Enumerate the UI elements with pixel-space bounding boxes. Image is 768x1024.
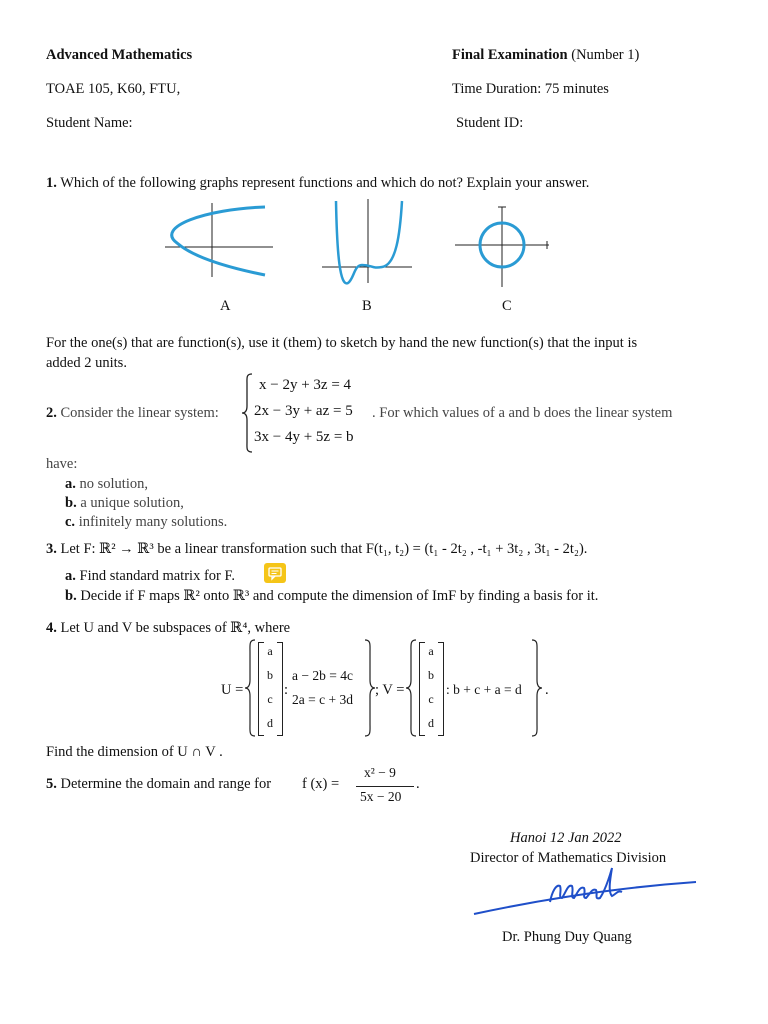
graph-c-label: C <box>502 298 512 314</box>
graph-c <box>453 205 553 290</box>
u-vector-c: c <box>267 692 273 706</box>
question-4-find: Find the dimension of U ∩ V . <box>46 744 223 760</box>
graph-a <box>165 195 275 280</box>
option-b-text: a unique solution, <box>80 495 184 511</box>
question-2-option-c <box>65 514 227 531</box>
question-1 <box>46 175 589 192</box>
question-3-number: 3. <box>46 541 57 557</box>
v-vector-a: a <box>428 644 434 658</box>
question-3-part-b <box>65 588 598 605</box>
u-v-end-period: . <box>545 682 549 698</box>
v-vector-d: d <box>428 716 434 730</box>
course-code: TOAE 105, K60, FTU, <box>46 81 181 97</box>
v-label: ; V = <box>375 682 405 698</box>
v-vector-b: b <box>428 668 434 682</box>
question-1-followup-2: added 2 units. <box>46 355 127 371</box>
fraction-bar <box>356 786 414 787</box>
student-id-label: Student ID: <box>456 115 524 131</box>
question-2-option-b <box>65 495 184 512</box>
question-2-tail: . For which values of a and b does the linear system <box>372 405 673 421</box>
graph-b-curve <box>336 201 402 283</box>
question-5-text: Determine the domain and range for <box>60 776 272 792</box>
question-4-text: Let U and V be subspaces of ℝ⁴, where <box>60 620 291 636</box>
u-condition-1: a − 2b = 4c <box>292 668 353 683</box>
question-3 <box>46 541 587 558</box>
director-position: Director of Mathematics Division <box>470 850 667 866</box>
v-vector-c: c <box>428 692 434 706</box>
u-vector <box>262 642 278 734</box>
question-4-number: 4. <box>46 620 57 636</box>
system-equation-2: 2x − 3y + az = 5 <box>254 403 353 419</box>
exam-number: (Number 1) <box>571 47 640 63</box>
signature <box>470 862 700 922</box>
student-name-label: Student Name: <box>46 115 133 131</box>
u-condition-2: 2a = c + 3d <box>292 692 353 707</box>
question-2-lead <box>46 405 219 422</box>
u-colon: : <box>284 682 289 698</box>
comment-icon[interactable] <box>264 563 286 583</box>
system-brace <box>240 372 254 454</box>
option-c-label: c. <box>65 514 76 530</box>
question-4 <box>46 620 290 637</box>
fraction-denominator: 5x − 20 <box>360 789 402 804</box>
question-3-text: Let F: ℝ² → ℝ³ be a linear transformation such that F(t₁, t₂) = (t₁ - 2t₂ , -t₁ + 3t₂ , 3t₁ - 2t₂). <box>60 541 588 557</box>
part-b-text: Decide if F maps ℝ² onto ℝ³ and compute the dimension of ImF by finding a basis for it. <box>80 588 599 604</box>
v-close-brace <box>530 638 544 738</box>
graph-a-label: A <box>220 298 231 314</box>
option-a-text: no solution, <box>79 476 148 492</box>
v-condition: : b + c + a = d <box>446 682 522 697</box>
question-5-number: 5. <box>46 776 57 792</box>
time-duration: Time Duration: 75 minutes <box>452 81 609 97</box>
director-name: Dr. Phung Duy Quang <box>502 929 632 945</box>
graph-a-curve <box>172 207 265 275</box>
question-2-option-a <box>65 476 148 493</box>
u-label: U = <box>221 682 244 698</box>
v-vector <box>423 642 439 734</box>
option-b-label: b. <box>65 495 77 511</box>
u-open-brace <box>243 638 257 738</box>
graph-b-label: B <box>362 298 372 314</box>
exam-title <box>452 47 639 64</box>
function-f-of-x: f (x) = <box>302 776 340 792</box>
question-5-end: . <box>416 776 420 792</box>
question-3-part-a <box>65 568 235 585</box>
part-b-label: b. <box>65 588 77 604</box>
v-open-brace <box>404 638 418 738</box>
graph-b <box>320 195 415 285</box>
u-vector-b: b <box>267 668 273 682</box>
u-vector-a: a <box>267 644 273 658</box>
place-date: Hanoi 12 Jan 2022 <box>510 830 622 846</box>
question-1-number: 1. <box>46 175 57 191</box>
system-equation-1: x − 2y + 3z = 4 <box>259 377 352 393</box>
question-2-number: 2. <box>46 405 57 421</box>
question-2-have: have: <box>46 456 78 472</box>
fraction-numerator: x² − 9 <box>364 765 396 780</box>
question-1-text: Which of the following graphs represent functions and which do not? Explain your answer. <box>60 175 590 191</box>
option-c-text: infinitely many solutions. <box>78 514 228 530</box>
question-1-followup-1: For the one(s) that are function(s), use it (them) to sketch by hand the new function(s) that the input is <box>46 335 638 351</box>
part-a-text: Find standard matrix for F. <box>79 568 235 584</box>
option-a-label: a. <box>65 476 76 492</box>
question-2-text: Consider the linear system: <box>60 405 219 421</box>
exam-title-text: Final Examination <box>452 47 568 63</box>
system-equation-3: 3x − 4y + 5z = b <box>254 429 354 445</box>
comment-bubble-icon <box>264 563 286 583</box>
course-title: Advanced Mathematics <box>46 47 193 63</box>
u-vector-d: d <box>267 716 273 730</box>
part-a-label: a. <box>65 568 76 584</box>
question-5 <box>46 776 271 793</box>
